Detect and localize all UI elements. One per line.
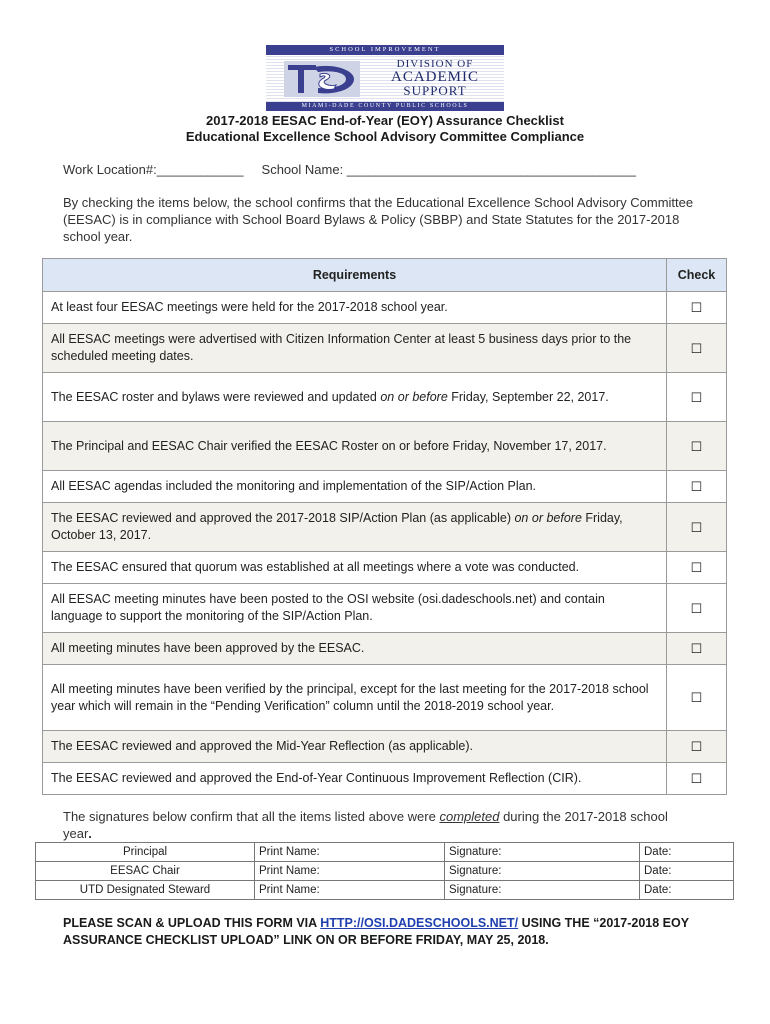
intro-paragraph: By checking the items below, the school confirms that the Educational Excellence School Advisory Committee (EESAC) is in compliance with School Board Bylaws & Policy (SBBP) and State Statutes for the 2017-2018 school year. [63,195,694,244]
logo-line-academic: ACADEMIC [390,69,479,85]
print-name-field[interactable]: Print Name: [255,881,445,900]
table-row [43,292,727,324]
requirement-text-part: Friday, October 13, 2017. [51,511,623,542]
table-row [43,731,727,763]
requirement-checkbox[interactable]: ☐ [667,665,727,731]
role-principal: Principal [36,843,255,862]
work-location-field[interactable]: Work Location#:____________ [63,162,244,177]
requirement-text-part: The EESAC roster and bylaws were reviewed and updated [51,389,381,404]
requirement-text: The EESAC reviewed and approved the Mid-Year Reflection (as applicable). [43,731,667,763]
table-row [43,665,727,731]
date-field[interactable]: Date: [640,843,734,862]
signatures-intro-text: The signatures below confirm that all the items listed above were [63,809,440,824]
role-utd-steward: UTD Designated Steward [36,881,255,900]
logo-top-banner: SCHOOL IMPROVEMENT [266,45,504,55]
table-row [43,422,727,471]
table-row [36,881,734,900]
requirement-checkbox[interactable]: ☐ [667,422,727,471]
signatures-table [35,842,734,900]
table-row [43,584,727,633]
requirement-text-part: The EESAC reviewed and approved the 2017-2018 SIP/Action Plan (as applicable) [51,511,515,525]
table-row [43,503,727,552]
table-row [43,633,727,665]
dsa-emblem-icon [284,57,360,100]
logo-body [266,55,504,102]
table-row [43,324,727,373]
requirements-column-header: Requirements [43,259,667,292]
signature-field[interactable]: Signature: [445,862,640,881]
requirement-checkbox[interactable]: ☐ [667,763,727,795]
requirement-text: All EESAC meeting minutes have been posted to the OSI website (osi.dadeschools.net) and contain language to support the monitoring of the SIP/Action Plan. [43,584,667,633]
requirement-checkbox[interactable]: ☐ [667,292,727,324]
signatures-intro [63,808,683,842]
requirement-checkbox[interactable]: ☐ [667,471,727,503]
date-field[interactable]: Date: [640,881,734,900]
requirement-text [43,503,667,552]
requirement-text: All EESAC agendas included the monitoring and implementation of the SIP/Action Plan. [43,471,667,503]
division-logo [266,45,504,111]
requirement-text: All meeting minutes have been verified by the principal, except for the last meeting for the 2017-2018 school year which will remain in the “Pending Verification” column until the 2018-2019 school year. [43,665,667,731]
requirement-checkbox[interactable]: ☐ [667,324,727,373]
signatures-intro-period: . [88,826,92,841]
print-name-field[interactable]: Print Name: [255,862,445,881]
requirement-checkbox[interactable]: ☐ [667,503,727,552]
requirement-text: All EESAC meetings were advertised with Citizen Information Center at least 5 business days prior to the scheduled meeting dates. [43,324,667,373]
logo-line-support: SUPPORT [403,83,467,98]
signatures-intro-text: during the 2017-2018 school year [63,809,668,841]
requirement-checkbox[interactable]: ☐ [667,584,727,633]
requirements-table [42,258,727,795]
upload-instructions [63,915,713,949]
table-row [43,763,727,795]
table-header-row [43,259,727,292]
date-field[interactable]: Date: [640,862,734,881]
upload-instructions-text: USING THE “2017-2018 EOY ASSURANCE CHECKLIST UPLOAD” LINK ON OR BEFORE FRIDAY, MAY 25, 2018. [63,916,689,947]
table-row [36,862,734,881]
requirement-text [43,373,667,422]
requirement-checkbox[interactable]: ☐ [667,633,727,665]
requirement-text: The EESAC reviewed and approved the End-of-Year Continuous Improvement Reflection (CIR). [43,763,667,795]
table-row [36,843,734,862]
requirement-checkbox[interactable]: ☐ [667,373,727,422]
requirement-emphasis: on or before [380,389,448,404]
requirement-emphasis: on or before [514,511,582,525]
requirement-text-part: Friday, September 22, 2017. [447,389,609,404]
table-row [43,373,727,422]
upload-instructions-text: PLEASE SCAN & UPLOAD THIS FORM VIA [63,916,321,930]
print-name-field[interactable]: Print Name: [255,843,445,862]
check-column-header: Check [667,259,727,292]
requirement-text: The EESAC ensured that quorum was established at all meetings where a vote was conducted. [43,552,667,584]
logo-line-division: DIVISION OF [396,58,474,70]
osi-website-link[interactable]: HTTP://OSI.DADESCHOOLS.NET/ [320,916,519,930]
table-row [43,471,727,503]
logo-wordmark [370,58,500,97]
page-title: 2017-2018 EESAC End-of-Year (EOY) Assurance Checklist [206,113,564,128]
requirement-checkbox[interactable]: ☐ [667,552,727,584]
role-eesac-chair: EESAC Chair [36,862,255,881]
signature-field[interactable]: Signature: [445,881,640,900]
signatures-intro-emphasis: completed [439,809,500,824]
requirement-text: All meeting minutes have been approved by the EESAC. [43,633,667,665]
school-name-field[interactable]: School Name: ________________________________________ [261,162,636,177]
requirement-text: The Principal and EESAC Chair verified the EESAC Roster on or before Friday, November 17, 2017. [43,422,667,471]
logo-bottom-banner: MIAMI-DADE COUNTY PUBLIC SCHOOLS [266,102,504,111]
page-subtitle: Educational Excellence School Advisory Committee Compliance [185,129,585,144]
requirement-text: At least four EESAC meetings were held for the 2017-2018 school year. [43,292,667,324]
requirement-checkbox[interactable]: ☐ [667,731,727,763]
signature-field[interactable]: Signature: [445,843,640,862]
table-row [43,552,727,584]
location-school-line [63,162,636,177]
